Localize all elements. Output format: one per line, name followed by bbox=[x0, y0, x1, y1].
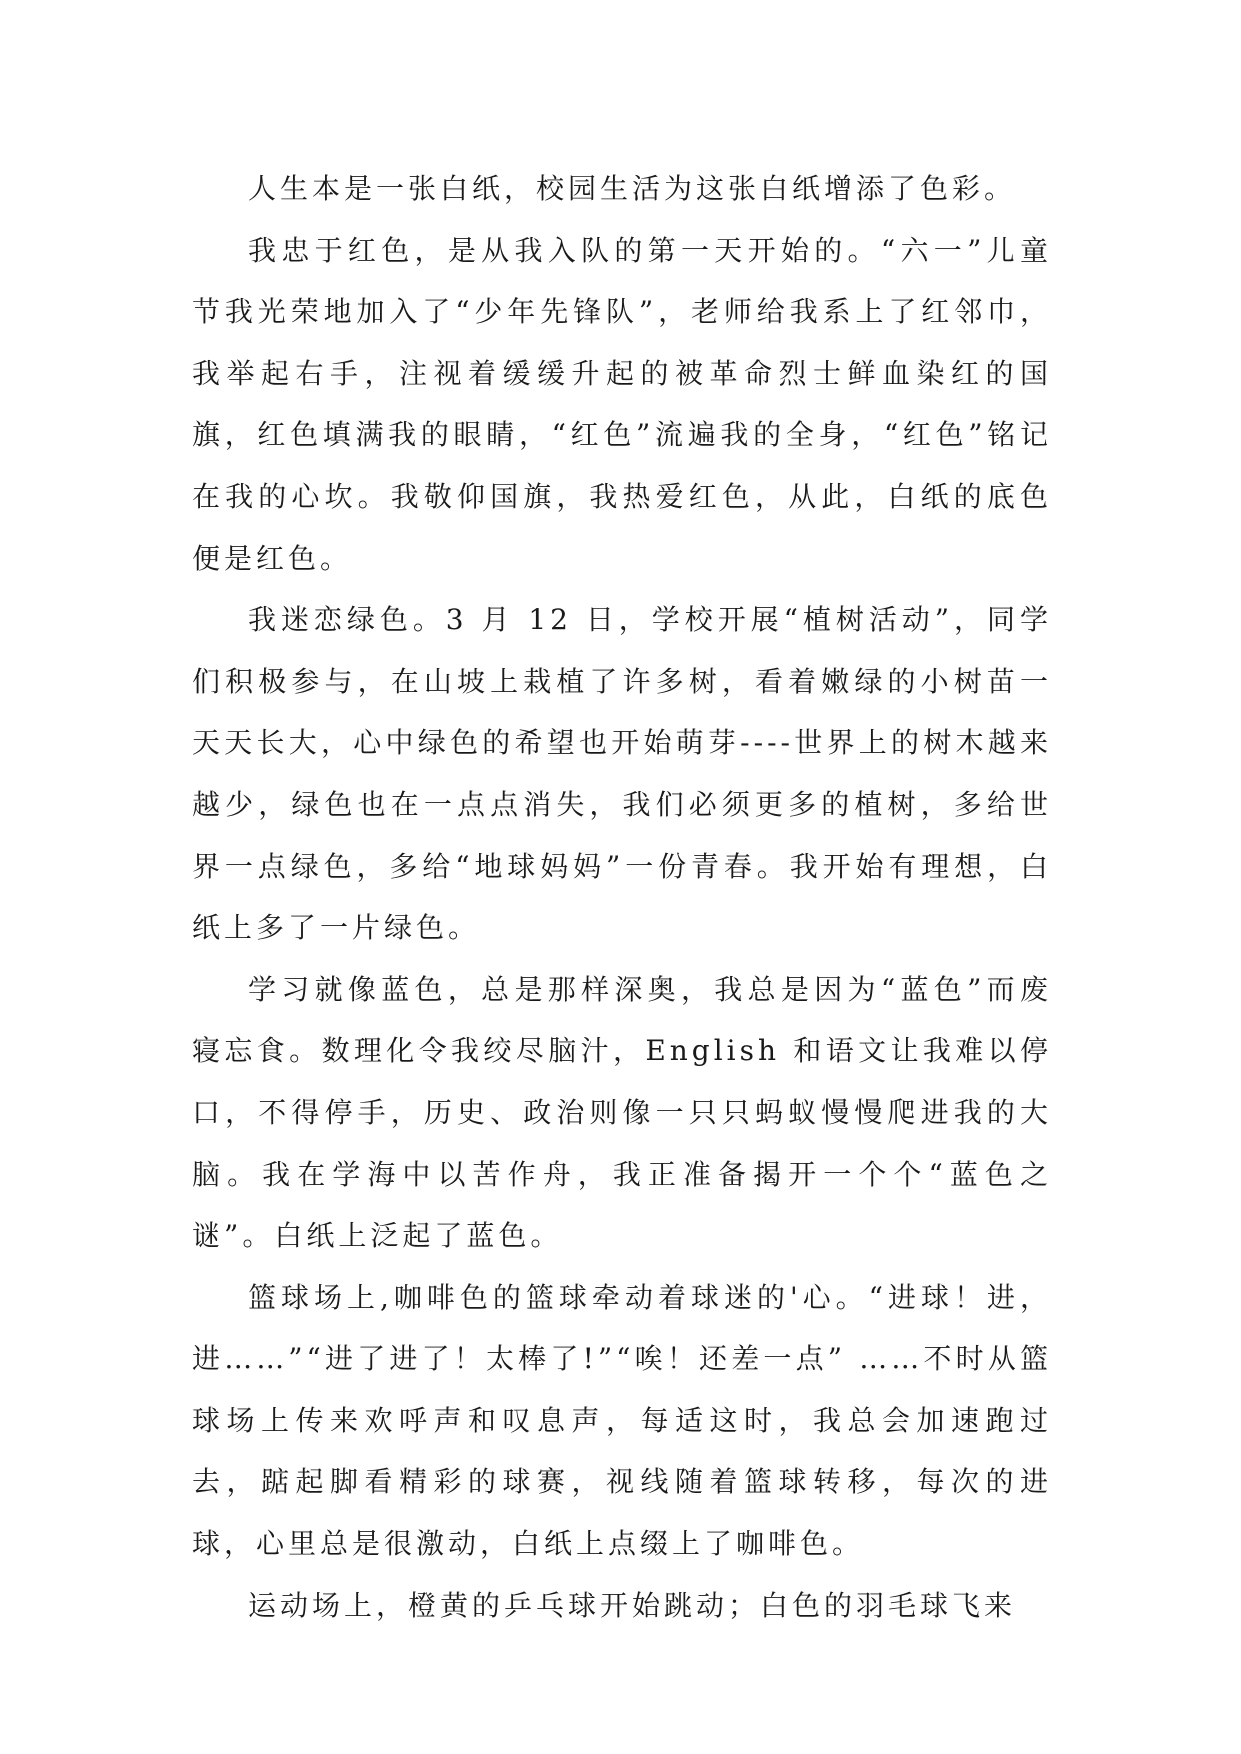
paragraph-blue: 学习就像蓝色，总是那样深奥，我总是因为“蓝色”而废寝忘食。数理化令我绞尽脑汁，English 和语文让我难以停口，不得停手，历史、政治则像一只只蚂蚁慢慢爬进我的大脑。我在学海中以苦作舟，我正准备揭开一个个“蓝色之谜”。白纸上泛起了蓝色。 bbox=[192, 972, 1052, 1253]
paragraph-red: 我忠于红色，是从我入队的第一天开始的。“六一”儿童节我光荣地加入了“少年先锋队”，老师给我系上了红邻巾，我举起右手，注视着缓缓升起的被革命烈士鲜血染红的国旗，红色填满我的眼睛，“红色”流遍我的全身，“红色”铭记在我的心坎。我敬仰国旗，我热爱红色，从此，白纸的底色便是红色。 bbox=[192, 233, 1052, 575]
paragraph-green: 我迷恋绿色。3 月 12 日，学校开展“植树活动”，同学们积极参与，在山坡上栽植了许多树，看着嫩绿的小树苗一天天长大，心中绿色的希望也开始萌芽----世界上的树木越来越少，绿色也在一点点消失，我们必须更多的植树，多给世界一点绿色，多给“地球妈妈”一份青春。我开始有理想，白纸上多了一片绿色。 bbox=[192, 603, 1052, 945]
paragraph-intro: 人生本是一张白纸，校园生活为这张白纸增添了色彩。 bbox=[248, 172, 1017, 205]
document-body bbox=[192, 158, 1052, 1636]
paragraph-brown: 篮球场上,咖啡色的篮球牵动着球迷的'心。“进球！进，进……”“进了进了！太棒了!”“唉！还差一点” ……不时从篮球场上传来欢呼声和叹息声，每适这时，我总会加速跑过去，踮起脚看精彩的球赛，视线随着篮球转移，每次的进球，心里总是很激动，白纸上点缀上了咖啡色。 bbox=[192, 1280, 1052, 1561]
paragraph-sports: 运动场上，橙黄的乒乓球开始跳动；白色的羽毛球飞来 bbox=[248, 1588, 1017, 1622]
